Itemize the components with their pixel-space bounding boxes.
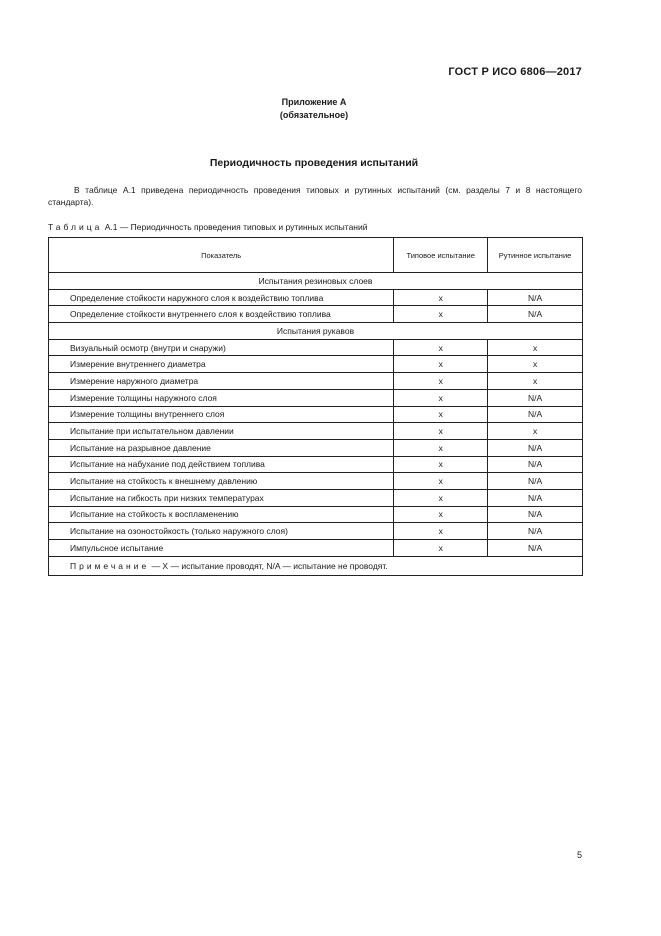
cell-type-test: х [394,373,488,390]
cell-indicator: Измерение внутреннего диаметра [49,356,394,373]
cell-type-test: х [394,456,488,473]
group-row [49,273,583,290]
cell-routine-test: N/A [488,473,583,490]
standard-code: ГОСТ Р ИСО 6806—2017 [448,66,582,78]
table-note-row [49,556,583,575]
cell-indicator: Испытание на гибкость при низких температурах [49,489,394,506]
table-row [49,523,583,540]
cell-indicator: Визуальный осмотр (внутри и снаружи) [49,339,394,356]
column-header-routine-test: Рутинное испытание [488,238,583,273]
cell-indicator: Испытание на стойкость к воспламенению [49,506,394,523]
table-row [49,356,583,373]
table-note-prefix: Примечание [70,560,150,571]
cell-type-test: х [394,339,488,356]
section-title: Периодичность проведения испытаний [209,157,419,169]
group-label: Испытания рукавов [49,323,583,340]
table-row [49,439,583,456]
cell-type-test: х [394,540,488,557]
table-note [49,556,583,575]
cell-routine-test: N/A [488,523,583,540]
cell-routine-test: х [488,356,583,373]
cell-indicator: Испытание при испытательном давлении [49,423,394,440]
table-caption-prefix: Таблица [48,222,103,232]
cell-routine-test: N/A [488,389,583,406]
cell-type-test: х [394,306,488,323]
cell-routine-test: N/A [488,439,583,456]
table-caption [48,222,368,232]
cell-routine-test: N/A [488,456,583,473]
annex-title: Приложение А [281,97,347,107]
table-row [49,389,583,406]
table-row [49,339,583,356]
page-number: 5 [577,850,583,860]
cell-routine-test: N/A [488,306,583,323]
group-row [49,323,583,340]
table-row [49,423,583,440]
table-row [49,473,583,490]
cell-routine-test: х [488,423,583,440]
table-row [49,456,583,473]
table-caption-text: А.1 — Периодичность проведения типовых и рутинных испытаний [102,222,368,232]
cell-type-test: х [394,406,488,423]
cell-indicator: Определение стойкости наружного слоя к воздействию топлива [49,289,394,306]
cell-indicator: Определение стойкости внутреннего слоя к воздействию топлива [49,306,394,323]
cell-indicator: Измерение наружного диаметра [49,373,394,390]
cell-type-test: х [394,489,488,506]
intro-paragraph: В таблице А.1 приведена периодичность проведения типовых и рутинных испытаний (см. разделы 7 и 8 настоящего стандарта). [48,185,582,207]
column-header-indicator: Показатель [49,238,394,273]
group-label: Испытания резиновых слоев [49,273,583,290]
cell-indicator: Испытание на разрывное давление [49,439,394,456]
table-row [49,306,583,323]
table-header-row [49,238,583,273]
cell-type-test: х [394,473,488,490]
cell-type-test: х [394,356,488,373]
cell-routine-test: N/A [488,489,583,506]
column-header-type-test: Типовое испытание [394,238,488,273]
cell-routine-test: х [488,339,583,356]
cell-indicator: Измерение толщины наружного слоя [49,389,394,406]
table-row [49,540,583,557]
cell-type-test: х [394,423,488,440]
cell-type-test: х [394,289,488,306]
table-row [49,406,583,423]
cell-type-test: х [394,439,488,456]
cell-type-test: х [394,523,488,540]
cell-indicator: Испытание на набухание под действием топлива [49,456,394,473]
cell-indicator: Испытание на стойкость к внешнему давлению [49,473,394,490]
cell-type-test: х [394,389,488,406]
table-row [49,289,583,306]
cell-type-test: х [394,506,488,523]
table-row [49,489,583,506]
cell-routine-test: N/A [488,406,583,423]
tests-table [48,237,583,576]
cell-indicator: Измерение толщины внутреннего слоя [49,406,394,423]
cell-routine-test: х [488,373,583,390]
cell-routine-test: N/A [488,540,583,557]
cell-indicator: Импульсное испытание [49,540,394,557]
annex-heading [0,96,628,122]
annex-status: (обязательное) [279,110,349,120]
table-row [49,506,583,523]
table-note-text: — X — испытание проводят, N/A — испытание не проводят. [149,560,388,571]
table-row [49,373,583,390]
cell-routine-test: N/A [488,289,583,306]
cell-indicator: Испытание на озоностойкость (только наружного слоя) [49,523,394,540]
cell-routine-test: N/A [488,506,583,523]
